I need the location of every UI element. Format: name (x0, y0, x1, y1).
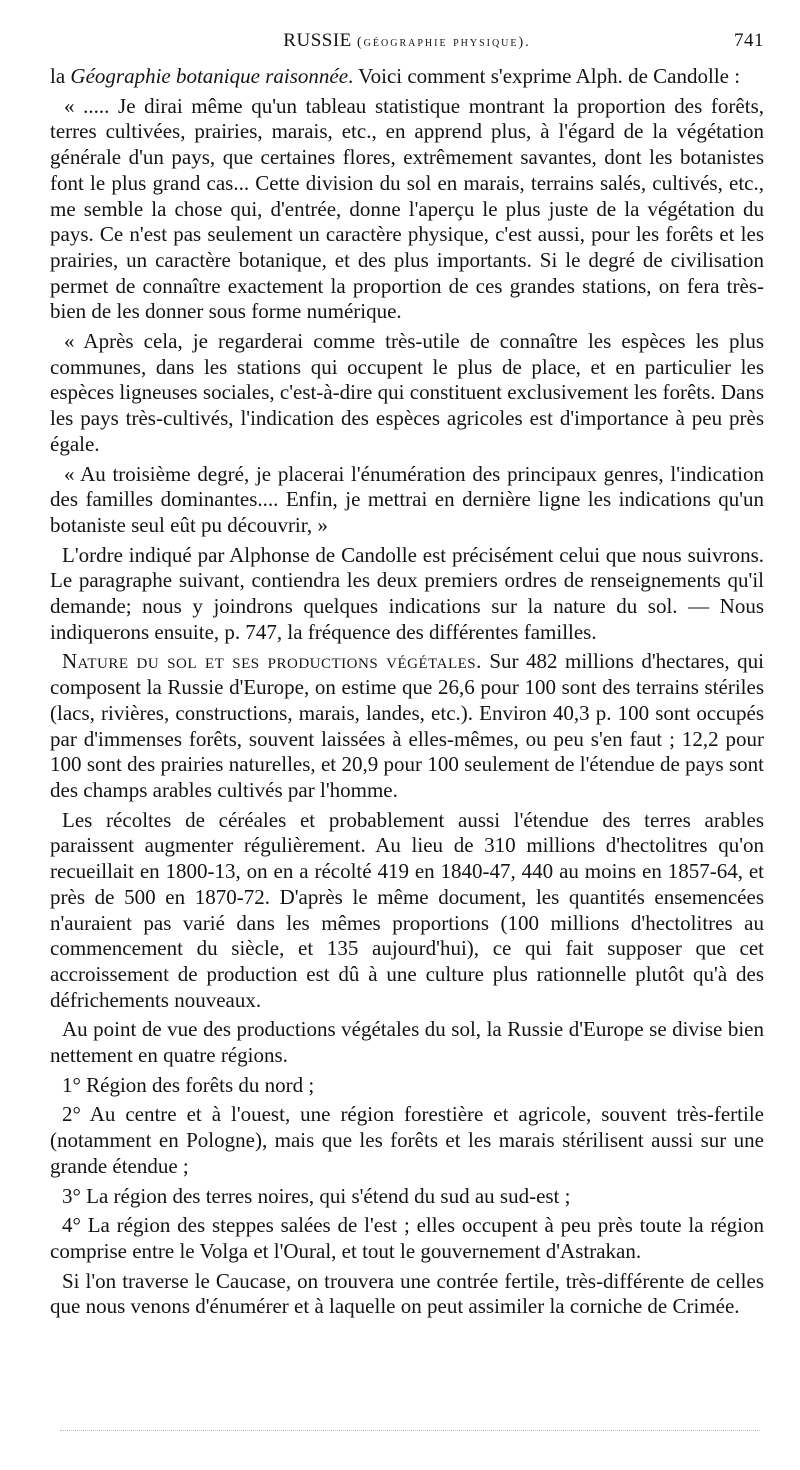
quote-paragraph-1: « ..... Je dirai même qu'un tableau statistique montrant la proportion des forêts, terres cultivées, prairies, marais, etc., en apprend plus, à l'égard de la végétation générale d'un pays, que certaines flores, extrêmement savantes, dont les botanistes font le plus grand cas... Cette division du sol en marais, terrains salés, cultivés, etc., me semble la chose qui, d'entrée, donne l'aperçu le plus juste de la végétation du pays. Ce n'est pas seulement un caractère physique, c'est aussi, pour les forêts et les prairies, un caractère botanique, et des plus importants. Si le degré de civilisation permet de connaître exactement la proportion de ces grandes stations, on fera très-bien de les donner sous forme numérique. (50, 93, 764, 324)
intro-text-b: . Voici comment s'exprime Alph. de Candolle : (348, 64, 741, 88)
section-text: Sur 482 millions d'hectares, qui composent la Russie d'Europe, on estime que 26,6 pour 100 sont des terrains stériles (lacs, rivières, constructions, marais, landes, etc.). Environ 40,3 p. 100 sont occupés par d'immenses forêts, souvent laissées à elles-mêmes, ou peu s'en faut ; 12,2 pour 100 sont des prairies naturelles, et 20,9 pour 100 seulement de l'étendue de pays sont des champs arables cultivés par l'homme. (50, 649, 764, 802)
paragraph-intro (50, 64, 764, 90)
paragraph-harvests: Les récoltes de céréales et probablement aussi l'étendue des terres arables paraissent augmenter régulièrement. Au lieu de 310 millions d'hectolitres qu'on recueillait en 1800-13, on en a récolté 419 en 1840-47, 440 au moins en 1857-64, et près de 500 en 1870-72. D'après le même document, les quantités ensemencées n'auraient pas varié dans les mêmes proportions (100 millions d'hectolitres au commencement du siècle, et 135 aujourd'hui), ce qui fait supposer que cet accroissement de production est dû à une culture plus rationnelle plutôt qu'à des défrichements nouveaux. (50, 807, 764, 1012)
header-subtitle: (géographie physique). (357, 35, 531, 50)
paragraph-regions-intro: Au point de vue des productions végétales du sol, la Russie d'Europe se divise bien nettement en quatre régions. (50, 1017, 764, 1068)
region-item-1: 1° Région des forêts du nord ; (62, 1072, 315, 1097)
bottom-dotted-rule (60, 1430, 760, 1431)
page-number: 741 (734, 30, 764, 51)
header-title: RUSSIE (283, 30, 352, 51)
running-title (50, 30, 764, 52)
quote-paragraph-3: « Au troisième degré, je placerai l'énumération des principaux genres, l'indication des familles dominantes.... Enfin, je mettrai en dernière ligne les indications qu'un botaniste seul eût pu découvrir, » (50, 461, 764, 537)
region-item-4: 4° La région des steppes salées de l'est ; elles occupent à peu près toute la région comprise entre le Volga et l'Oural, et tout le gouvernement d'Astrakan. (50, 1213, 764, 1263)
paragraph-order: L'ordre indiqué par Alphonse de Candolle est précisément celui que nous suivrons. Le paragraphe suivant, contiendra les deux premiers ordres de renseignements qu'il demande; nous y joindrons quelques indications sur la nature du sol. — Nous indiquerons ensuite, p. 747, la fréquence des différentes familles. (50, 542, 764, 644)
section-heading: Nature du sol et ses productions végétales. (62, 649, 482, 674)
quote-paragraph-2: « Après cela, je regarderai comme très-utile de connaître les espèces les plus communes, dans les stations qui occupent le plus de place, et en particulier les espèces ligneuses sociales, c'est-à-dire qui constituent exclusivement les forêts. Dans les pays très-cultivés, l'indication des espèces agricoles est d'importance à peu près égale. (50, 329, 764, 456)
region-item-2: 2° Au centre et à l'ouest, une région forestière et agricole, souvent très-fertile (notamment en Pologne), mais que les forêts et les marais stérilisent aussi sur une grande étendue ; (50, 1102, 764, 1178)
paragraph-caucasus: Si l'on traverse le Caucase, on trouvera une contrée fertile, très-différente de celles que nous venons d'énumérer et à laquelle on peut assimiler la corniche de Crimée. (50, 1268, 764, 1319)
intro-text-a: la (50, 64, 71, 88)
page-body (50, 64, 764, 1320)
paragraph-section-nature (50, 649, 764, 803)
running-header (50, 30, 764, 64)
region-item-3: 3° La région des terres noires, qui s'étend du sud au sud-est ; (62, 1183, 571, 1208)
book-title-italic: Géographie botanique raisonnée (70, 64, 349, 88)
